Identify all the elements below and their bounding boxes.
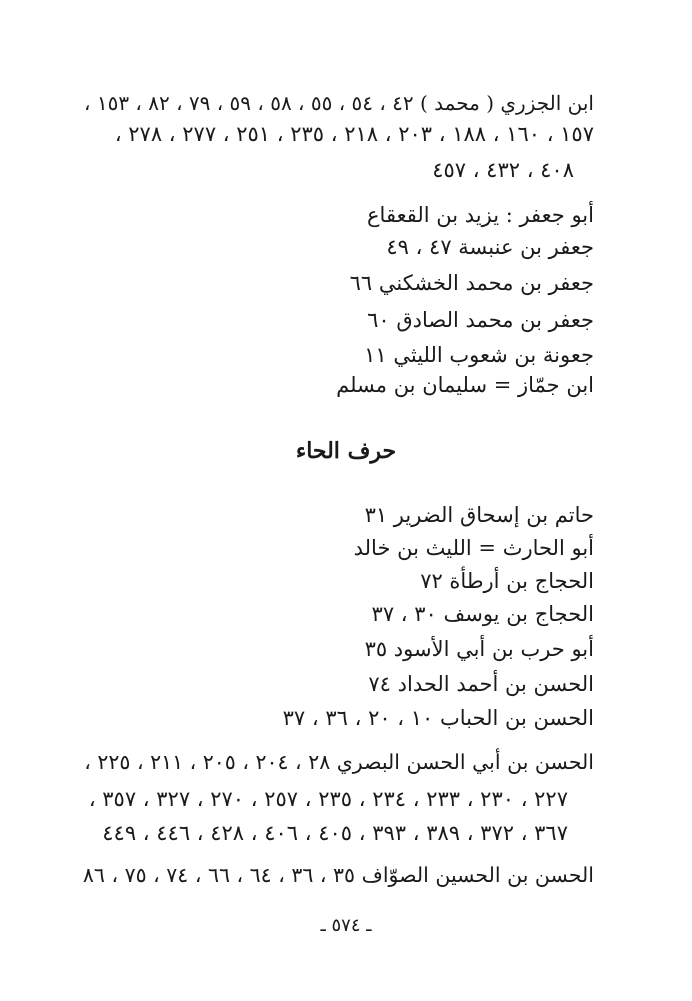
entry-hajjaj-ibn-yusuf: الحجاج بن يوسف ٣٠ ، ٣٧ (371, 602, 594, 626)
entry-jafar-al-khushkani: جعفر بن محمد الخشكني ٦٦ (349, 271, 594, 295)
entry-hasan-al-sawwaf: الحسن بن الحسين الصوّاف ٣٥ ، ٣٦ ، ٦٤ ، ٦٦ ، ٧٤ ، ٧٥ ، ٨٦ (82, 863, 594, 887)
entry-continuation: ١٥٧ ، ١٦٠ ، ١٨٨ ، ٢٠٣ ، ٢١٨ ، ٢٣٥ ، ٢٥١ ، ٢٧٧ ، ٢٧٨ ، (114, 122, 594, 146)
entry-abu-harb: أبو حرب بن أبي الأسود ٣٥ (364, 637, 594, 661)
entry-hasan-al-haddad: الحسن بن أحمد الحداد ٧٤ (368, 672, 594, 696)
entry-continuation: ٢٢٧ ، ٢٣٠ ، ٢٣٣ ، ٢٣٤ ، ٢٣٥ ، ٢٥٧ ، ٢٧٠ ، ٣٢٧ ، ٣٥٧ ، (88, 787, 568, 811)
entry-abu-jafar: أبو جعفر : يزيد بن القعقاع (367, 203, 594, 227)
entry-hasan-al-basri: الحسن بن أبي الحسن البصري ٢٨ ، ٢٠٤ ، ٢٠٥ ، ٢١١ ، ٢٢٥ ، (84, 750, 594, 774)
section-heading: حرف الحاء (295, 438, 397, 464)
entry-hajjaj-ibn-artat: الحجاج بن أرطأة ٧٢ (420, 569, 594, 593)
entry-jafar-al-sadiq: جعفر بن محمد الصادق ٦٠ (367, 308, 594, 332)
entry-continuation: ٤٠٨ ، ٤٣٢ ، ٤٥٧ (432, 158, 574, 182)
entry-continuation: ٣٦٧ ، ٣٧٢ ، ٣٨٩ ، ٣٩٣ ، ٤٠٥ ، ٤٠٦ ، ٤٢٨ ، ٤٤٦ ، ٤٤٩ (102, 821, 568, 845)
entry-abu-al-harith: أبو الحارث = الليث بن خالد (353, 536, 594, 560)
entry-jafar-ibn-anbasa: جعفر بن عنبسة ٤٧ ، ٤٩ (386, 235, 594, 259)
entry-ibn-jammaz: ابن جمّاز = سليمان بن مسلم (336, 373, 594, 397)
entry-hasan-ibn-al-hubab: الحسن بن الحباب ١٠ ، ٢٠ ، ٣٦ ، ٣٧ (282, 706, 594, 730)
entry-juna-al-laythi: جعونة بن شعوب الليثي ١١ (364, 343, 594, 367)
entry-hatim: حاتم بن إسحاق الضرير ٣١ (364, 503, 594, 527)
page-number: ـ ٥٧٤ ـ (320, 915, 372, 936)
entry-ibn-al-jazari: ابن الجزري ( محمد ) ٤٢ ، ٥٤ ، ٥٥ ، ٥٨ ، ٥٩ ، ٧٩ ، ٨٢ ، ١٥٣ ، (84, 91, 594, 115)
